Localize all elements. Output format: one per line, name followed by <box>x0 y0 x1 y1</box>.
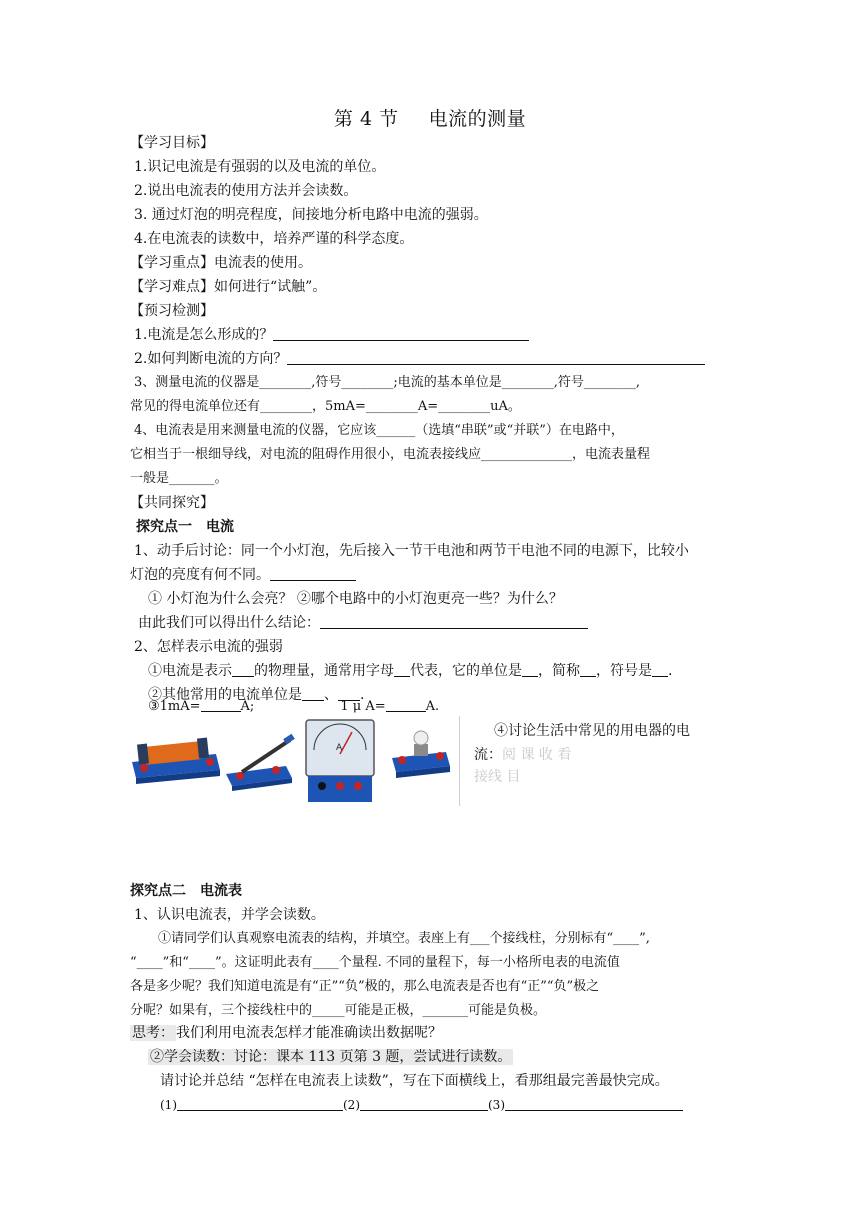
explore-2-question-1c: 请讨论并总结 “怎样在电流表上读数”，写在下面横线上，看那组最完善最快完成。 <box>160 1073 669 1089</box>
answer-blank[interactable] <box>320 613 588 629</box>
answer-blank[interactable] <box>505 1095 683 1111</box>
answer-blank[interactable] <box>652 661 668 677</box>
divider <box>459 716 460 806</box>
bulb-holder-icon <box>392 731 450 778</box>
explore-point-2-title: 探究点二 电流表 <box>130 883 242 899</box>
objective-item: 3. 通过灯泡的明亮程度，间接地分析电路中电流的强弱。 <box>134 207 488 223</box>
explore-heading: 【共同探究】 <box>130 495 214 511</box>
objectives-heading: 【学习目标】 <box>130 135 214 151</box>
explore-point-1-title: 探究点一 电流 <box>136 519 234 535</box>
explore-1-question-1-cont: 灯泡的亮度有何不同。 <box>130 564 730 586</box>
answer-blank[interactable] <box>360 1095 488 1111</box>
svg-text:A: A <box>336 743 343 753</box>
preview-question-4: 4、电流表是用来测量电流的仪器，它应该______（选填“串联”或“并联”）在电路中， <box>134 423 624 438</box>
answer-lines: (1) (2) (3) <box>160 1094 760 1116</box>
answer-blank[interactable] <box>394 661 410 677</box>
answer-blank[interactable] <box>287 349 705 365</box>
objective-item: 1.识记电流是有强弱的以及电流的单位。 <box>134 159 386 175</box>
answer-blank[interactable] <box>232 661 254 677</box>
explore-2-question-1b: ②学会读数：讨论：课本 113 页第 3 题，尝试进行读数。 <box>150 1049 512 1065</box>
explore-1-question-2: 2、怎样表示电流的强弱 <box>134 639 283 655</box>
page-title: 第 4 节 电流的测量 <box>333 108 527 130</box>
explore-1-question-2a: ①电流是表示 的物理量，通常用字母 代表，它的单位是 ，简称 ，符号是 . <box>148 663 673 679</box>
explore-2-question-1a-cont: 分呢？如果有，三个接线柱中的_____可能是正极，_______可能是负极。 <box>130 1003 547 1018</box>
preview-heading: 【预习检测】 <box>130 303 214 319</box>
explore-1-conclusion: 由此我们可以得出什么结论： <box>138 612 738 634</box>
explore-1-question-2b: ②其他常用的电流单位是 、 . <box>148 687 365 703</box>
key-point: 【学习重点】电流表的使用。 <box>130 255 312 271</box>
apparatus-figures <box>130 716 460 806</box>
think-prompt: 思考： 我们利用电流表怎样才能准确读出数据呢？ <box>132 1025 442 1041</box>
explore-1-question-1: 1、动手后讨论：同一个小灯泡，先后接入一节干电池和两节干电池不同的电源下，比较小 <box>134 543 689 559</box>
preview-question-4-cont: 它相当于一根细导线，对电流的阻碍作用很小，电流表接线应______________，电流表量程 <box>130 447 651 462</box>
answer-blank[interactable] <box>177 1095 343 1111</box>
objective-item: 2.说出电流表的使用方法并会读数。 <box>134 183 358 199</box>
preview-question-1: 1.电流是怎么形成的？ <box>134 324 734 346</box>
explore-1-subquestions: ① 小灯泡为什么会亮？ ②哪个电路中的小灯泡更亮一些？为什么？ <box>148 591 563 607</box>
explore-1-question-2d: ④讨论生活中常见的用电器的电 <box>494 723 690 739</box>
preview-question-4-cont: 一般是_______。 <box>130 471 228 486</box>
answer-blank[interactable] <box>273 325 529 341</box>
battery-holder-icon <box>132 738 220 784</box>
switch-icon <box>226 734 295 791</box>
explore-2-question-1a-cont: “____”和“____”。这证明此表有____个量程. 不同的量程下，每一小格所电表的电流值 <box>130 955 620 970</box>
explore-2-question-1a-cont: 各是多少呢？我们知道电流是有“正”“负”极的，那么电流表是否也有“正”“负”极之 <box>130 979 600 994</box>
answer-blank[interactable] <box>580 661 596 677</box>
answer-blank[interactable] <box>201 696 241 712</box>
explore-1-question-2d-cont: 流：阅 课 收 看 <box>474 747 572 763</box>
explore-2-question-1a: ①请同学们认真观察电流表的结构，并填空。表座上有___个接线柱，分别标有“____”, <box>158 931 650 946</box>
faint-text: 接线 目 <box>474 769 521 785</box>
difficulty: 【学习难点】如何进行“试触”。 <box>130 279 327 295</box>
preview-question-3: 3、测量电流的仪器是________,符号________;电流的基本单位是________,符号________, <box>134 375 641 390</box>
objective-item: 4.在电流表的读数中，培养严谨的科学态度。 <box>134 231 414 247</box>
answer-blank[interactable] <box>522 661 538 677</box>
explore-1-question-2c: ③1mA= A; 1 μ A= A. <box>148 696 748 718</box>
answer-blank[interactable] <box>386 696 426 712</box>
ammeter-icon <box>306 720 374 802</box>
preview-question-3-cont: 常见的得电流单位还有________，5mA=________A=________uA。 <box>130 399 521 414</box>
preview-question-2: 2.如何判断电流的方向？ <box>134 348 734 370</box>
explore-2-question-1: 1、认识电流表，并学会读数。 <box>134 907 325 923</box>
answer-blank[interactable] <box>270 565 356 581</box>
